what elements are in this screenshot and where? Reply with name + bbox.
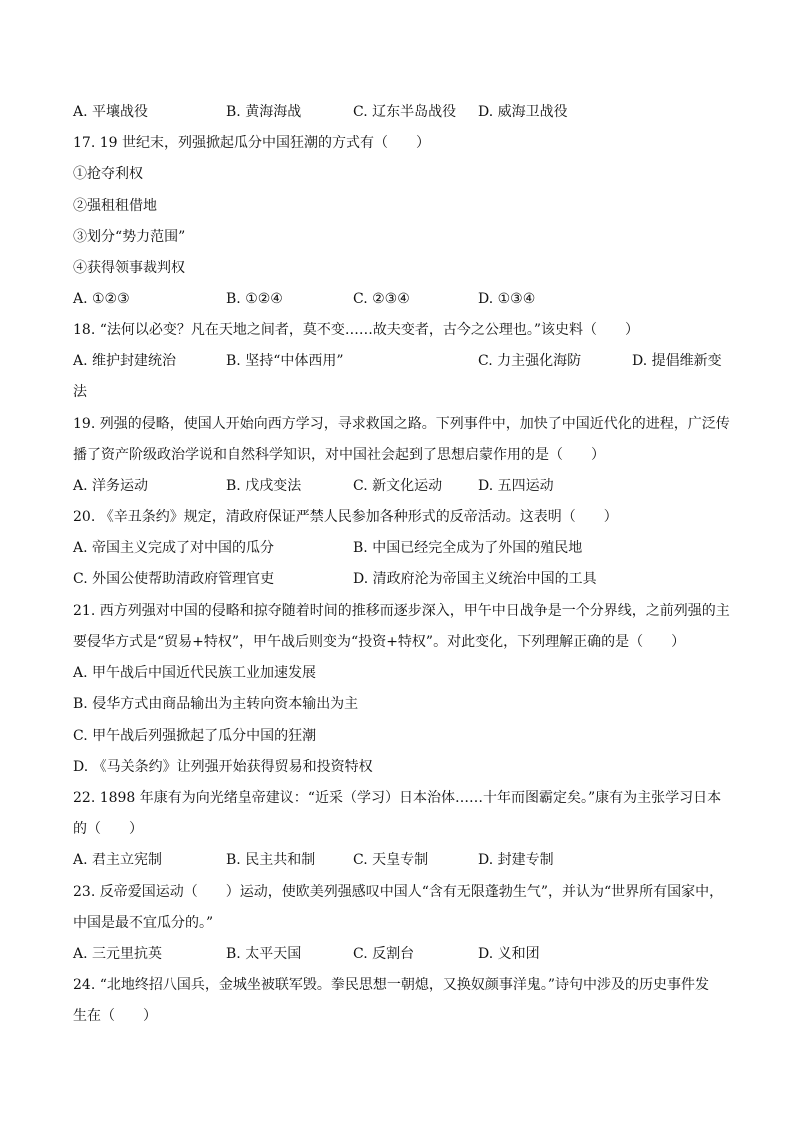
q16-option-d: D. 威海卫战役 xyxy=(478,104,568,120)
q22-option-c: C. 天皇专制 xyxy=(353,852,429,868)
q17-option-c: C. ②③④ xyxy=(353,291,410,307)
q20-option-a: A. 帝国主义完成了对中国的瓜分 xyxy=(73,540,275,556)
q21-option-b: B. 侵华方式由商品输出为主转向资本输出为主 xyxy=(73,696,359,712)
q23-stem-line-2: 中国是最不宜瓜分的。” xyxy=(73,915,214,931)
q19-option-a: A. 洋务运动 xyxy=(73,478,149,494)
q17-option-d: D. ①③④ xyxy=(478,291,536,307)
q18-option-d: D. 提倡维新变 xyxy=(632,353,722,369)
q20-option-c: C. 外国公使帮助清政府管理官吏 xyxy=(73,571,275,587)
q22-stem-line-1: 22. 1898 年康有为向光绪皇帝建议：“近采（学习）日本治体……十年而图霸定矣。”康有为主张学习日本 xyxy=(73,790,722,806)
q23-option-a: A. 三元里抗英 xyxy=(73,946,163,962)
q18-option-d-wrap: 法 xyxy=(73,384,87,400)
q22-option-a: A. 君主立宪制 xyxy=(73,852,163,868)
q16-option-a: A. 平壤战役 xyxy=(73,104,149,120)
q20-option-b: B. 中国已经完全成为了外国的殖民地 xyxy=(353,540,583,556)
q23-stem-line-1: 23. 反帝爱国运动（ ）运动，使欧美列强感叹中国人“含有无限蓬勃生气”，并认为“世界所有国家中， xyxy=(73,884,724,900)
q17-item-4: ④获得领事裁判权 xyxy=(73,260,185,276)
q23-option-b: B. 太平天国 xyxy=(226,946,302,962)
q17-item-3: ③划分“势力范围” xyxy=(73,229,186,245)
q21-stem-line-1: 21. 西方列强对中国的侵略和掠夺随着时间的推移而逐步深入，甲午中日战争是一个分界线，之前列强的主 xyxy=(73,603,730,619)
q18-option-a: A. 维护封建统治 xyxy=(73,353,177,369)
q21-option-a: A. 甲午战后中国近代民族工业加速发展 xyxy=(73,665,317,681)
q21-option-d: D. 《马关条约》让列强开始获得贸易和投资特权 xyxy=(73,759,373,775)
q17-option-b: B. ①②④ xyxy=(226,291,283,307)
q19-option-d: D. 五四运动 xyxy=(478,478,554,494)
q19-stem-line-2: 播了资产阶级政治学说和自然科学知识，对中国社会起到了思想启蒙作用的是（ ） xyxy=(73,447,605,463)
q19-option-c: C. 新文化运动 xyxy=(353,478,443,494)
q17-option-a: A. ①②③ xyxy=(73,291,130,307)
q16-option-c: C. 辽东半岛战役 xyxy=(353,104,457,120)
q23-option-d: D. 义和团 xyxy=(478,946,540,962)
q21-option-c: C. 甲午战后列强掀起了瓜分中国的狂潮 xyxy=(73,728,317,744)
q20-option-d: D. 清政府沦为帝国主义统治中国的工具 xyxy=(353,571,597,587)
q22-option-d: D. 封建专制 xyxy=(478,852,554,868)
q17-item-2: ②强租租借地 xyxy=(73,198,157,214)
q24-stem-line-2: 生在（ ） xyxy=(73,1008,157,1024)
q18-option-c: C. 力主强化海防 xyxy=(478,353,582,369)
q23-option-c: C. 反割台 xyxy=(353,946,415,962)
q22-option-b: B. 民主共和制 xyxy=(226,852,316,868)
q17-stem: 17. 19 世纪末，列强掀起瓜分中国狂潮的方式有（ ） xyxy=(73,135,430,151)
q24-stem-line-1: 24. “北地终招八国兵，金城坐被联军毁。拳民思想一朝熄，又换奴颜事洋鬼。”诗句中涉及的历史事件发 xyxy=(73,977,710,993)
q17-item-1: ①抢夺利权 xyxy=(73,166,143,182)
q19-option-b: B. 戊戌变法 xyxy=(226,478,302,494)
q21-stem-line-2: 要侵华方式是“贸易+特权”，甲午战后则变为“投资+特权”。对此变化，下列理解正确的是（ ） xyxy=(73,634,686,650)
q18-stem: 18. “法何以必变？凡在天地之间者，莫不变……故夫变者，古今之公理也。”该史料（ ） xyxy=(73,322,640,338)
q20-stem: 20. 《辛丑条约》规定，清政府保证严禁人民参加各种形式的反帝活动。这表明（ ） xyxy=(73,509,618,525)
q18-option-b: B. 坚持“中体西用” xyxy=(226,353,344,369)
q16-option-b: B. 黄海海战 xyxy=(226,104,302,120)
q22-stem-line-2: 的（ ） xyxy=(73,821,143,837)
q19-stem-line-1: 19. 列强的侵略，使国人开始向西方学习，寻求救国之路。下列事件中，加快了中国近代化的进程，广泛传 xyxy=(73,416,730,432)
